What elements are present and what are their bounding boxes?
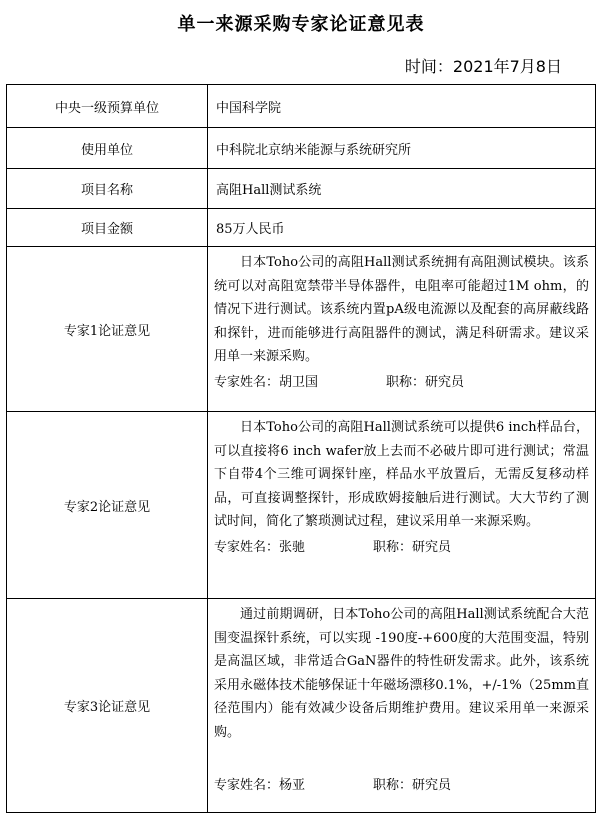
document-date: 时间：2021年7月8日 (404, 57, 562, 76)
row-value: 85万人民币 (208, 209, 596, 247)
row-label: 项目金额 (7, 209, 208, 247)
expert-opinion-cell (208, 247, 596, 412)
expert-signature (214, 371, 589, 395)
expert-title: 职称：研究员 (373, 778, 452, 793)
expert-label: 专家2论证意见 (7, 412, 208, 599)
expert-name: 专家姓名：胡卫国 (214, 374, 319, 390)
expert-opinion-cell (208, 412, 596, 599)
expert-row (7, 599, 596, 813)
expert-name: 专家姓名：张驰 (214, 539, 306, 555)
expert-label: 专家3论证意见 (7, 599, 208, 813)
row-label: 使用单位 (7, 128, 208, 169)
expert-row (7, 412, 596, 599)
row-value: 中科院北京纳米能源与系统研究所 (208, 128, 596, 169)
row-value: 高阻Hall测试系统 (208, 169, 596, 209)
expert-row (7, 247, 596, 412)
expert-title: 职称：研究员 (386, 374, 465, 390)
document-title: 单一来源采购专家论证意见表 (177, 14, 425, 35)
row-value: 中国科学院 (208, 85, 596, 128)
expert-opinion-text: 日本Toho公司的高阻Hall测试系统拥有高阻测试模块。该系统可以对高阻宽禁带半导体器件，电阻率可能超过1M ohm，的情况下进行测试。该系统内置pA级电流源以及配套的高屏蔽线路和探针，进而能够进行高阻器件的测试，满足科研需求。建议采用单一来源采购。 (214, 255, 589, 364)
row-label: 项目名称 (7, 169, 208, 209)
expert-label: 专家1论证意见 (7, 247, 208, 412)
table-row (7, 128, 596, 169)
expert-opinion-text: 通过前期调研，日本Toho公司的高阻Hall测试系统配合大范围变温探针系统，可以实现 -190度-+600度的大范围变温，特别是高温区域，非常适合GaN器件的特性研发需求。此外，该系统采用永磁体技术能够保证十年磁场漂移0.1%，+/-1%（25mm直径范围内）能有效减少设备后期维护费用。建议采用单一来源采购。 (214, 607, 589, 740)
expert-opinion-text: 日本Toho公司的高阻Hall测试系统可以提供6 inch样品台，可以直接将6 inch wafer放上去而不必破片即可进行测试；常温下自带4个三维可调探针座，样品水平放置后，无需反复移动样品，可直接调整探针，形成欧姆接触后进行测试。大大节约了测试时间，简化了繁琐测试过程，建议采用单一来源采购。 (214, 420, 589, 529)
opinion-form-table (6, 84, 596, 813)
table-row (7, 85, 596, 128)
expert-signature (214, 774, 589, 798)
expert-signature (214, 536, 589, 560)
row-label: 中央一级预算单位 (7, 85, 208, 128)
table-row (7, 169, 596, 209)
expert-title: 职称：研究员 (373, 539, 452, 555)
expert-opinion-cell (208, 599, 596, 813)
expert-name: 专家姓名：杨亚 (214, 778, 306, 793)
table-row (7, 209, 596, 247)
